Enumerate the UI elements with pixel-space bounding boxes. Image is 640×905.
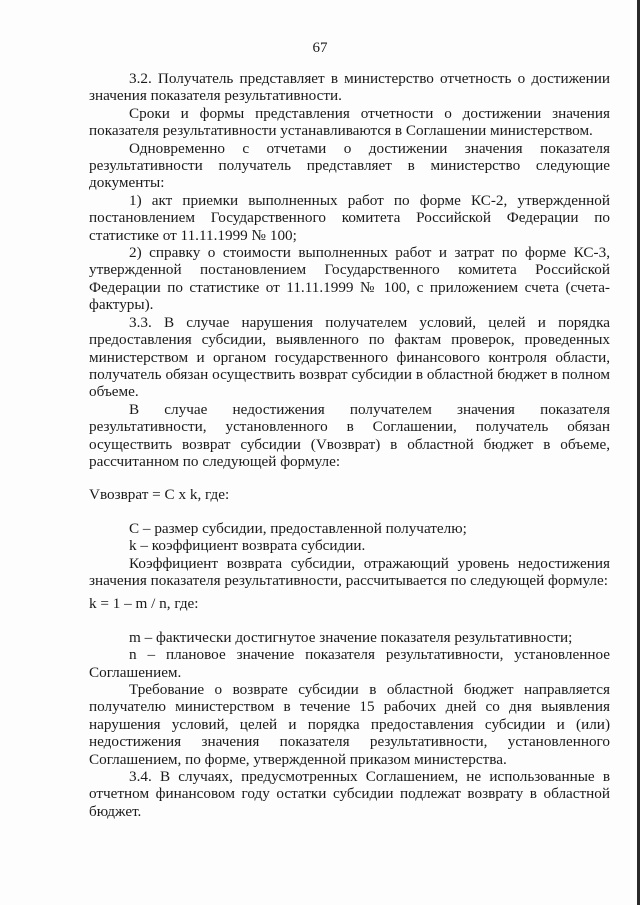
definition-m: m – фактически достигнутое значение показателя результативности; <box>129 628 573 646</box>
formula-coefficient: k = 1 – m / n, где: <box>89 595 199 613</box>
paragraph-3-4: 3.4. В случаях, предусмотренных Соглашением, не использованные в отчетном финансовом году остатки субсидии подлежат возврату в областной бюджет. <box>89 768 610 820</box>
paragraph-coefficient: Коэффициент возврата субсидии, отражающий уровень недостижения значения показателя результативности, рассчитывается по следующей формуле: <box>89 554 610 589</box>
paragraph-3-2: 3.2. Получатель представляет в министерство отчетность о достижении значения показателя результативности. <box>89 70 610 105</box>
paragraph-document-1: 1) акт приемки выполненных работ по форме КС-2, утвержденной постановлением Государственного комитета Российской Федерации по статистике от 11.11.1999 № 100; <box>89 191 610 244</box>
paragraph-return-requirement: Требование о возврате субсидии в областной бюджет направляется получателю министерством в течение 15 рабочих дней со дня выявления нарушения условий, целей и порядка предоставления субсидии и (или) недостижения значения показателя результативности, установленного Соглашением, по форме, утвержденной приказом министерства. <box>89 681 610 768</box>
document-body <box>89 70 610 820</box>
paragraph-document-2: 2) справку о стоимости выполненных работ и затрат по форме КС-3, утвержденной постановлением Государственного комитета Российской Федерации по статистике от 11.11.1999 № 100, с приложением счета (счета-фактуры). <box>89 244 610 314</box>
definition-c: C – размер субсидии, предоставленной получателю; <box>129 519 467 537</box>
paragraph-3-3: 3.3. В случае нарушения получателем условий, целей и порядка предоставления субсидии, выявленного по фактам проверок, проведенных министерством и органом государственного финансового контроля области, получатель обязан осуществить возврат субсидии в областной бюджет в полном объеме. <box>89 313 610 401</box>
paragraph-documents-intro: Одновременно с отчетами о достижении значения показателя результативности получатель представляет в министерство следующие документы: <box>89 139 610 192</box>
definition-k: k – коэффициент возврата субсидии. <box>129 537 366 555</box>
paragraph-nonachievement: В случае недостижения получателем значения показателя результативности, установленного в Соглашении, получатель обязан осуществить возврат субсидии (Vвозврат) в областной бюджет в объеме, рассчитанном по следующей формуле: <box>89 400 610 470</box>
definition-n: n – плановое значение показателя результативности, установленное Соглашением. <box>89 646 610 681</box>
page-number: 67 <box>312 40 328 56</box>
paragraph-report-terms: Сроки и формы представления отчетности о достижении значения показателя результативности устанавливаются в Соглашении министерством. <box>89 104 610 140</box>
formula-return-amount: Vвозврат = C x k, где: <box>89 486 230 504</box>
